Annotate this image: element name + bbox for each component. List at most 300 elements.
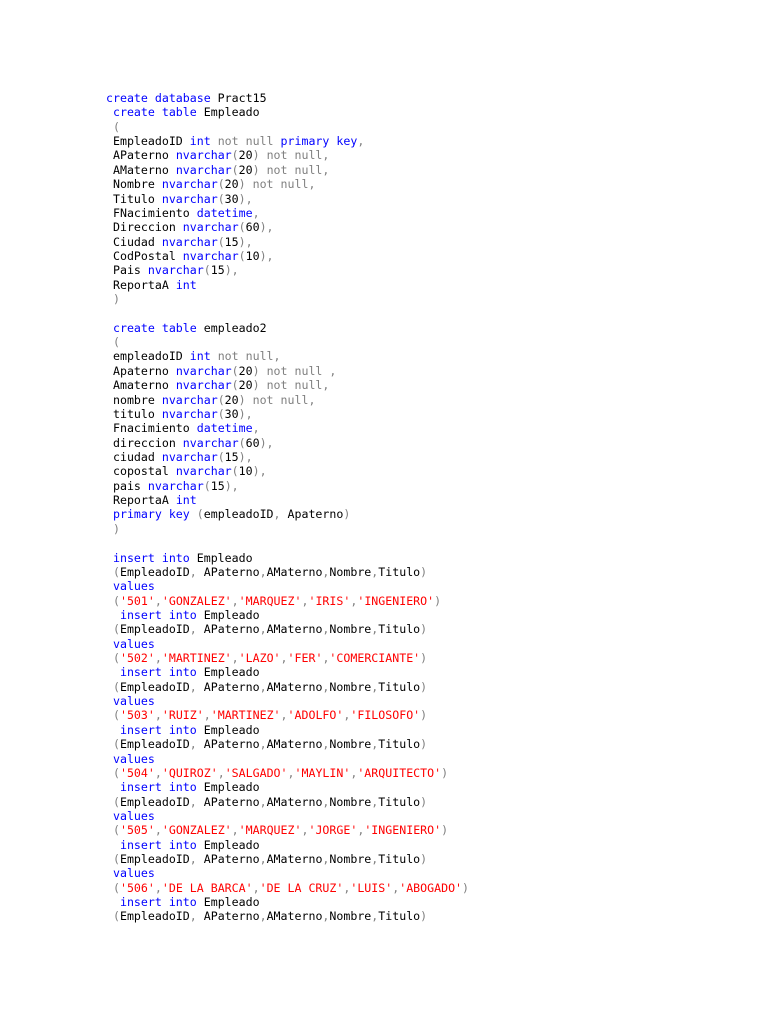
code-token: ,: [357, 134, 365, 149]
code-token: ) not null,: [252, 162, 330, 177]
code-token: (: [217, 191, 225, 206]
code-token: (: [106, 564, 120, 579]
code-token: ,: [273, 507, 288, 522]
code-token: ) not null ,: [252, 363, 337, 378]
code-token: 'DE LA BARCA': [161, 880, 253, 895]
code-token: 20: [238, 378, 253, 393]
code-line: [106, 622, 746, 636]
code-token: ,: [203, 708, 211, 723]
code-token: ): [343, 507, 351, 522]
code-token: Empleado: [196, 665, 260, 680]
code-token: nvarchar: [175, 363, 232, 378]
code-token: Ciudad: [106, 234, 162, 249]
code-token: ),: [238, 449, 253, 464]
code-token: values: [106, 751, 155, 766]
code-line: [106, 665, 746, 679]
code-token: EmpleadoID: [119, 679, 190, 694]
code-token: 60: [245, 435, 260, 450]
code-token: APaterno: [203, 794, 260, 809]
code-token: 'MARTINEZ': [161, 651, 232, 666]
code-line: [106, 680, 746, 694]
code-token: (: [217, 392, 225, 407]
code-line: [106, 292, 746, 306]
code-token: ): [106, 292, 120, 307]
code-token: ,: [350, 765, 358, 780]
code-token: ,: [154, 823, 162, 838]
code-token: ,: [322, 909, 330, 924]
code-token: (: [238, 248, 246, 263]
code-token: ),: [224, 478, 239, 493]
sql-code-block: [106, 91, 746, 924]
code-token: Nombre: [329, 852, 372, 867]
code-token: ),: [224, 263, 239, 278]
code-token: ,: [154, 651, 162, 666]
code-token: Pais: [106, 263, 148, 278]
code-token: ): [106, 521, 120, 536]
code-token: not null,: [210, 349, 281, 364]
code-line: [106, 551, 746, 565]
code-token: insert into: [106, 780, 197, 795]
code-token: ): [434, 593, 442, 608]
code-token: EmpleadoID: [106, 134, 190, 149]
code-token: '503': [119, 708, 155, 723]
code-token: APaterno: [203, 564, 260, 579]
code-token: '504': [119, 765, 155, 780]
code-token: 'GONZALEZ': [161, 593, 232, 608]
code-line: [106, 235, 746, 249]
code-token: ,: [259, 852, 267, 867]
code-token: 'LAZO': [238, 651, 281, 666]
code-token: (: [106, 679, 120, 694]
code-token: APaterno: [106, 148, 176, 163]
code-line: [106, 766, 746, 780]
code-token: int: [175, 493, 197, 508]
code-token: ,: [371, 794, 379, 809]
code-token: Apaterno: [106, 363, 176, 378]
code-token: values: [106, 579, 155, 594]
code-token: ): [420, 564, 428, 579]
code-token: titulo: [106, 406, 162, 421]
code-token: APaterno: [203, 679, 260, 694]
code-token: (: [231, 162, 239, 177]
code-token: ,: [322, 622, 330, 637]
code-token: AMaterno: [266, 909, 323, 924]
code-token: ,: [343, 880, 351, 895]
code-token: (: [217, 449, 225, 464]
code-token: ) not null,: [252, 378, 330, 393]
code-token: ,: [189, 852, 204, 867]
code-token: nvarchar: [161, 234, 218, 249]
code-token: Nombre: [329, 564, 372, 579]
code-line: [106, 148, 746, 162]
code-token: ,: [322, 794, 330, 809]
code-line: [106, 378, 746, 392]
code-token: Amaterno: [106, 378, 176, 393]
code-token: 10: [238, 464, 253, 479]
code-token: nvarchar: [175, 464, 232, 479]
code-line: [106, 407, 746, 421]
code-token: Empleado: [196, 780, 260, 795]
code-token: (: [106, 852, 120, 867]
code-token: insert into: [106, 895, 197, 910]
code-line: [106, 263, 746, 277]
code-token: (: [106, 823, 120, 838]
code-token: ),: [259, 220, 274, 235]
code-token: (: [106, 765, 120, 780]
code-line: [106, 795, 746, 809]
code-token: Fnacimiento: [106, 421, 197, 436]
code-line: [106, 479, 746, 493]
code-line: [106, 321, 746, 335]
code-line: [106, 349, 746, 363]
code-line: [106, 608, 746, 622]
code-token: ),: [238, 191, 253, 206]
code-token: nvarchar: [175, 378, 232, 393]
code-token: ,: [322, 564, 330, 579]
code-token: nvarchar: [161, 392, 218, 407]
code-token: ,: [154, 880, 162, 895]
code-token: 20: [238, 162, 253, 177]
code-token: EmpleadoID: [119, 737, 190, 752]
code-token: (: [106, 593, 120, 608]
code-token: values: [106, 694, 155, 709]
code-token: Titulo: [106, 191, 162, 206]
code-token: ,: [287, 765, 295, 780]
code-line: [106, 436, 746, 450]
code-token: EmpleadoID: [119, 909, 190, 924]
code-token: insert into: [106, 550, 190, 565]
code-line: [106, 895, 746, 909]
code-line: [106, 177, 746, 191]
code-token: (: [106, 335, 120, 350]
code-token: 'LUIS': [350, 880, 393, 895]
code-token: ): [420, 708, 428, 723]
code-token: copostal: [106, 464, 176, 479]
code-token: empleadoID: [106, 349, 190, 364]
code-line: [106, 163, 746, 177]
code-token: '506': [119, 880, 155, 895]
code-token: (: [217, 234, 225, 249]
code-token: ,: [259, 794, 267, 809]
code-token: ,: [189, 564, 204, 579]
code-token: 'ARQUITECTO': [357, 765, 442, 780]
code-token: ReportaA: [106, 277, 176, 292]
code-token: ,: [371, 909, 379, 924]
code-token: ) not null,: [252, 148, 330, 163]
code-token: AMaterno: [106, 162, 176, 177]
code-token: ,: [252, 205, 260, 220]
code-token: Titulo: [378, 909, 421, 924]
code-token: ,: [322, 679, 330, 694]
code-line: [106, 594, 746, 608]
code-token: Empleado: [196, 607, 260, 622]
code-token: ,: [259, 679, 267, 694]
code-token: 30: [224, 406, 239, 421]
code-token: (: [106, 651, 120, 666]
code-token: (: [203, 263, 211, 278]
code-token: 15: [210, 263, 225, 278]
code-token: ): [420, 794, 428, 809]
code-token: Nombre: [329, 909, 372, 924]
code-line: [106, 579, 746, 593]
code-line: [106, 206, 746, 220]
code-token: (: [106, 622, 120, 637]
code-token: APaterno: [203, 852, 260, 867]
code-token: 'COMERCIANTE': [329, 651, 421, 666]
code-token: ): [420, 737, 428, 752]
code-token: nombre: [106, 392, 162, 407]
code-token: ,: [357, 823, 365, 838]
code-token: ) not null,: [238, 177, 316, 192]
code-token: datetime: [196, 205, 253, 220]
code-token: ,: [371, 679, 379, 694]
code-line: [106, 852, 746, 866]
code-token: 'MAYLIN': [294, 765, 351, 780]
code-token: (: [231, 464, 239, 479]
code-line: [106, 364, 746, 378]
code-token: (: [106, 909, 120, 924]
code-token: 15: [224, 449, 239, 464]
code-token: nvarchar: [182, 220, 239, 235]
code-token: ,: [343, 708, 351, 723]
code-token: ),: [238, 406, 253, 421]
code-token: Titulo: [378, 564, 421, 579]
code-line: [106, 120, 746, 134]
code-line: [106, 306, 746, 320]
code-token: (: [217, 406, 225, 421]
code-token: AMaterno: [266, 852, 323, 867]
code-token: ,: [322, 651, 330, 666]
code-token: (: [217, 177, 225, 192]
code-line: [106, 823, 746, 837]
code-token: values: [106, 866, 155, 881]
code-token: nvarchar: [147, 478, 204, 493]
code-token: ,: [259, 622, 267, 637]
code-token: ,: [259, 909, 267, 924]
code-line: [106, 335, 746, 349]
code-token: insert into: [106, 665, 197, 680]
code-token: 20: [238, 363, 253, 378]
code-token: primary key: [106, 507, 190, 522]
code-token: ,: [392, 880, 400, 895]
code-token: (: [231, 363, 239, 378]
code-token: ): [441, 765, 449, 780]
code-token: ,: [280, 708, 288, 723]
code-line: [106, 220, 746, 234]
code-token: create table: [106, 105, 197, 120]
code-token: 'ADOLFO': [287, 708, 344, 723]
code-token: 20: [224, 392, 239, 407]
code-token: 'JORGE': [308, 823, 358, 838]
code-line: [106, 249, 746, 263]
code-token: nvarchar: [175, 162, 232, 177]
code-token: 'INGENIERO': [364, 823, 442, 838]
code-token: APaterno: [203, 622, 260, 637]
code-token: Nombre: [329, 794, 372, 809]
code-token: (: [238, 435, 246, 450]
code-token: ),: [259, 248, 274, 263]
code-token: 'INGENIERO': [357, 593, 435, 608]
code-token: ,: [371, 564, 379, 579]
code-token: AMaterno: [266, 737, 323, 752]
code-token: Nombre: [329, 679, 372, 694]
code-token: ): [420, 622, 428, 637]
code-token: primary key: [280, 134, 358, 149]
code-token: (: [189, 507, 204, 522]
code-token: direccion: [106, 435, 183, 450]
code-token: Nombre: [329, 622, 372, 637]
code-token: ): [420, 679, 428, 694]
code-token: ,: [217, 765, 225, 780]
code-token: ) not null,: [238, 392, 316, 407]
code-token: ,: [371, 622, 379, 637]
code-token: 'ABOGADO': [399, 880, 463, 895]
code-token: '502': [119, 651, 155, 666]
code-token: 'QUIROZ': [161, 765, 218, 780]
code-token: '501': [119, 593, 155, 608]
code-token: Pract15: [210, 91, 267, 105]
code-token: ,: [259, 737, 267, 752]
code-token: (: [203, 478, 211, 493]
code-token: nvarchar: [161, 406, 218, 421]
code-line: [106, 637, 746, 651]
code-token: nvarchar: [147, 263, 204, 278]
code-line: [106, 450, 746, 464]
code-token: 'GONZALEZ': [161, 823, 232, 838]
code-line: [106, 522, 746, 536]
code-token: 60: [245, 220, 260, 235]
code-token: ,: [259, 564, 267, 579]
code-token: AMaterno: [266, 679, 323, 694]
code-token: (: [106, 119, 120, 134]
code-line: [106, 809, 746, 823]
code-token: ),: [252, 464, 267, 479]
code-token: ,: [322, 852, 330, 867]
code-token: Empleado: [196, 837, 260, 852]
code-token: 'IRIS': [308, 593, 351, 608]
code-token: (: [231, 148, 239, 163]
code-token: ): [420, 651, 428, 666]
code-token: APaterno: [203, 909, 260, 924]
code-token: 'MARQUEZ': [238, 593, 302, 608]
code-token: EmpleadoID: [119, 794, 190, 809]
code-token: 10: [245, 248, 260, 263]
code-token: ,: [189, 794, 204, 809]
code-token: 15: [224, 234, 239, 249]
code-token: ReportaA: [106, 493, 176, 508]
code-token: ,: [301, 823, 309, 838]
code-token: Direccion: [106, 220, 183, 235]
code-token: Empleado: [196, 895, 260, 910]
code-token: APaterno: [203, 737, 260, 752]
code-line: [106, 464, 746, 478]
code-token: 'SALGADO': [224, 765, 288, 780]
code-token: Titulo: [378, 679, 421, 694]
code-token: 30: [224, 191, 239, 206]
code-token: Titulo: [378, 852, 421, 867]
code-token: Nombre: [106, 177, 162, 192]
code-token: (: [106, 794, 120, 809]
code-token: Titulo: [378, 622, 421, 637]
code-token: (: [106, 880, 120, 895]
code-token: (: [106, 708, 120, 723]
code-line: [106, 881, 746, 895]
code-token: ,: [371, 737, 379, 752]
code-token: insert into: [106, 837, 197, 852]
code-line: [106, 105, 746, 119]
code-line: [106, 134, 746, 148]
code-token: nvarchar: [182, 435, 239, 450]
code-token: CodPostal: [106, 248, 183, 263]
code-line: [106, 780, 746, 794]
code-line: [106, 278, 746, 292]
code-token: ,: [154, 765, 162, 780]
code-token: ,: [189, 737, 204, 752]
code-token: ,: [231, 651, 239, 666]
code-token: int: [189, 134, 211, 149]
code-token: ,: [371, 852, 379, 867]
code-token: 15: [210, 478, 225, 493]
code-token: FNacimiento: [106, 205, 197, 220]
code-token: AMaterno: [266, 564, 323, 579]
code-token: 'DE LA CRUZ': [259, 880, 344, 895]
code-token: EmpleadoID: [119, 564, 190, 579]
code-token: 'FER': [287, 651, 323, 666]
code-token: EmpleadoID: [119, 622, 190, 637]
code-token: empleado2: [196, 320, 267, 335]
code-line: [106, 708, 746, 722]
code-token: 20: [238, 148, 253, 163]
code-line: [106, 421, 746, 435]
code-line: [106, 723, 746, 737]
code-token: ,: [231, 823, 239, 838]
code-token: nvarchar: [161, 449, 218, 464]
code-token: ,: [154, 708, 162, 723]
code-token: nvarchar: [161, 177, 218, 192]
code-line: [106, 694, 746, 708]
code-line: [106, 493, 746, 507]
code-token: '505': [119, 823, 155, 838]
code-token: 'MARTINEZ': [210, 708, 281, 723]
code-token: 'MARQUEZ': [238, 823, 302, 838]
code-token: insert into: [106, 607, 197, 622]
code-token: 'RUIZ': [161, 708, 204, 723]
code-token: ,: [189, 679, 204, 694]
code-token: 'FILOSOFO': [350, 708, 421, 723]
code-line: [106, 909, 746, 923]
code-line: [106, 536, 746, 550]
code-token: AMaterno: [266, 794, 323, 809]
code-token: ,: [154, 593, 162, 608]
code-token: create database: [106, 91, 211, 105]
code-token: ),: [238, 234, 253, 249]
code-token: insert into: [106, 722, 197, 737]
code-token: ,: [280, 651, 288, 666]
code-line: [106, 838, 746, 852]
code-token: int: [189, 349, 211, 364]
code-token: Apaterno: [287, 507, 344, 522]
code-line: [106, 91, 746, 105]
code-token: AMaterno: [266, 622, 323, 637]
code-token: ,: [189, 909, 204, 924]
code-line: [106, 752, 746, 766]
code-token: datetime: [196, 421, 253, 436]
code-token: values: [106, 636, 155, 651]
code-token: ,: [231, 593, 239, 608]
code-line: [106, 192, 746, 206]
code-token: (: [106, 737, 120, 752]
code-token: ,: [252, 421, 260, 436]
